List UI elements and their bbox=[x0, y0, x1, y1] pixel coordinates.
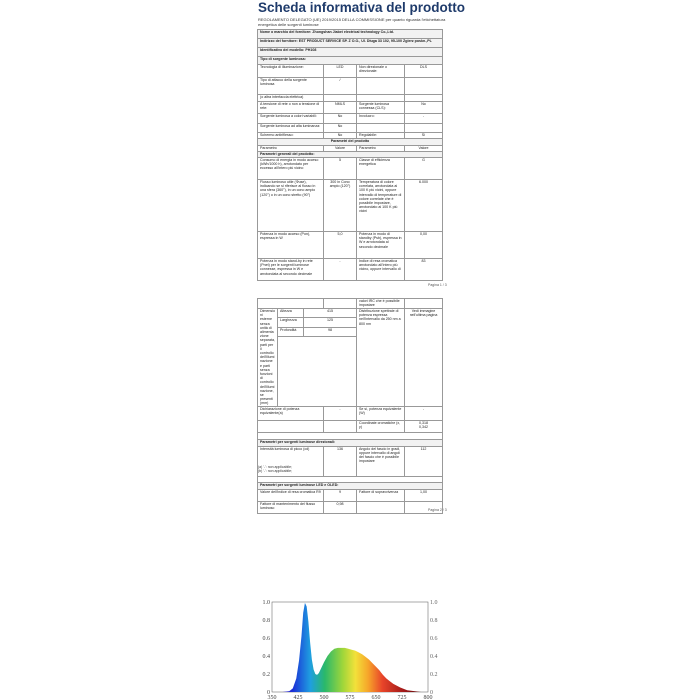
table-cell: 0,98 bbox=[324, 501, 357, 513]
table-cell bbox=[357, 78, 405, 95]
table-cell: - bbox=[324, 259, 357, 281]
table-cell: Tecnologia di illuminazione: bbox=[258, 65, 324, 78]
table-row bbox=[258, 232, 443, 259]
table-cell: G bbox=[405, 158, 443, 180]
x-tick-label: 500 bbox=[319, 695, 329, 700]
table-cell: valori IRC che è possibile impostare bbox=[357, 299, 405, 309]
footnote-line: (a) '-': non applicabile; bbox=[258, 465, 293, 469]
table-cell: Dichiarazione di potenza equivalente(a) bbox=[258, 406, 324, 420]
table-row bbox=[258, 259, 443, 281]
table-row bbox=[258, 309, 443, 318]
table-cell: Classe di efficienza energetica bbox=[357, 158, 405, 180]
table-cell bbox=[258, 432, 443, 439]
table-cell: - bbox=[405, 114, 443, 124]
table-cell: Valore bbox=[324, 146, 357, 152]
table-cell: Se sì, potenza equivalente (W) bbox=[357, 406, 405, 420]
table-cell: 5,0 bbox=[324, 232, 357, 259]
table-row bbox=[258, 78, 443, 95]
table-row bbox=[258, 406, 443, 420]
product-info-table-page2 bbox=[257, 298, 443, 514]
table-cell: Coordinate cromatiche (x, y) bbox=[357, 420, 405, 432]
y-tick-label-left: 0.4 bbox=[262, 654, 270, 660]
y-tick-label-left: 1.0 bbox=[262, 600, 270, 606]
table-row bbox=[258, 180, 443, 232]
table-cell: No bbox=[324, 124, 357, 133]
table-cell: Identificativo del modello: PH108 bbox=[258, 48, 443, 57]
table-cell: Parametri generali del prodotto: bbox=[258, 152, 443, 158]
table-cell: Non direzionale o direzionale: bbox=[357, 65, 405, 78]
footnote-line: (b) '-': non applicabile; bbox=[258, 469, 293, 474]
table-row bbox=[258, 420, 443, 432]
table-row bbox=[258, 48, 443, 57]
table-cell: No bbox=[324, 114, 357, 124]
table-cell: 300 in Cono ampio (120°) bbox=[324, 180, 357, 232]
table-cell: Nome o marchio del fornitore: Zhongshan Jiabei electrical technology Co.,Ltd. bbox=[258, 30, 443, 39]
y-tick-label-left: 0.8 bbox=[262, 618, 270, 624]
table-cell: 6.000 bbox=[405, 180, 443, 232]
y-tick-label-right: 0.2 bbox=[430, 672, 438, 678]
table-row bbox=[258, 114, 443, 124]
x-tick-label: 800 bbox=[423, 695, 433, 700]
table-row bbox=[258, 489, 443, 501]
table-cell bbox=[357, 95, 405, 102]
table-cell: No bbox=[324, 133, 357, 139]
x-tick-label: 350 bbox=[267, 695, 277, 700]
table-cell: 136 bbox=[324, 446, 357, 476]
table-cell: Parametri del prodotto bbox=[258, 139, 443, 146]
table-cell: Angolo del fascio in gradi, oppure intervallo di angoli del fascio che è possibile impostare bbox=[357, 446, 405, 476]
footnotes bbox=[258, 465, 292, 474]
table-cell: Tipo di attacco della sorgente luminosa bbox=[258, 78, 324, 95]
table-cell: - bbox=[405, 406, 443, 420]
table-cell bbox=[324, 420, 357, 432]
table-cell: 83 bbox=[405, 259, 443, 281]
table-cell: 0,00 bbox=[405, 232, 443, 259]
table-cell bbox=[258, 299, 324, 309]
table-cell: Profondità bbox=[278, 327, 304, 336]
table-cell: Valore bbox=[405, 146, 443, 152]
regulation-subtitle: REGOLAMENTO DELEGATO (UE) 2019/2015 DELLA COMMISSIONE per quanto riguarda l'etichettatura energetica delle sorgenti luminose bbox=[258, 17, 446, 27]
table-cell: Distribuzione spettrale di potenza espressa nell'intervallo da 250 nm a 800 nm bbox=[357, 309, 405, 407]
table-row bbox=[258, 102, 443, 114]
table-cell bbox=[405, 95, 443, 102]
table-cell: Involucro: bbox=[357, 114, 405, 124]
table-row bbox=[258, 139, 443, 146]
table-cell: Parametro bbox=[357, 146, 405, 152]
table-cell: Indirizzo del fornitore: EST PRODUCT SERVICE SP. Z O.O., Ul. Długa 33 102, 95-100 Zgierz poskn.,PL bbox=[258, 39, 443, 48]
table-cell: Potenza in modo stand-by in rete (Pnet) per le sorgenti luminose connesse, espressa in W e arrotondata al secondo decimale bbox=[258, 259, 324, 281]
y-tick-label-right: 0.6 bbox=[430, 636, 438, 642]
page-number-2: Pagina 2 / 3 bbox=[428, 508, 447, 512]
table-row bbox=[258, 482, 443, 489]
table-cell: 0,318 0,342 bbox=[405, 420, 443, 432]
table-cell: Intensità luminosa di picco (cd) bbox=[258, 446, 324, 476]
table-cell: NMLS bbox=[324, 102, 357, 114]
table-cell: Fattore di sopravvivenza bbox=[357, 489, 405, 501]
table-cell: Schermo antiriflesso: bbox=[258, 133, 324, 139]
spectrum-area bbox=[282, 603, 421, 692]
table-cell: Parametri per sorgenti luminose LED e OLED: bbox=[258, 482, 443, 489]
table-row bbox=[258, 124, 443, 133]
x-tick-label: 425 bbox=[293, 695, 303, 700]
table-cell: / bbox=[324, 78, 357, 95]
table-cell: Indice di resa cromatica arrotondato all'intero più vicino, oppure intervallo di bbox=[357, 259, 405, 281]
y-tick-label-left: 0.6 bbox=[262, 636, 270, 642]
table-cell: 98 bbox=[304, 327, 357, 336]
table-cell: Temperatura di colore correlata, arrotondata ai 100 K più vicini, oppure intervallo di temperature di colore correlate che è possibile impostare, arrotondato ai 100 K più vicini bbox=[357, 180, 405, 232]
table-cell: Vedi immagine nell'ultima pagina bbox=[405, 309, 443, 407]
y-tick-label-left: 0.2 bbox=[262, 672, 270, 678]
table-row bbox=[258, 95, 443, 102]
table-cell bbox=[405, 299, 443, 309]
table-cell: Fattore di mantenimento del flusso luminoso bbox=[258, 501, 324, 513]
table-row bbox=[258, 299, 443, 309]
page-number-1: Pagina 1 / 3 bbox=[428, 283, 447, 287]
table-row bbox=[258, 65, 443, 78]
x-tick-label: 725 bbox=[397, 695, 407, 700]
table-cell: Consumo di energia in modo acceso (kWh/1000 h), arrotondato per eccesso all'intero più vicino bbox=[258, 158, 324, 180]
table-cell bbox=[324, 299, 357, 309]
table-row bbox=[258, 158, 443, 180]
table-cell bbox=[357, 501, 405, 513]
table-cell: - bbox=[324, 406, 357, 420]
table-row bbox=[258, 439, 443, 446]
table-cell: Larghezza bbox=[278, 318, 304, 327]
table-cell: Sì bbox=[405, 133, 443, 139]
table-row bbox=[258, 57, 443, 65]
table-cell bbox=[357, 124, 405, 133]
table-cell: No bbox=[405, 102, 443, 114]
table-cell bbox=[278, 337, 357, 406]
x-tick-label: 575 bbox=[345, 695, 355, 700]
y-tick-label-right: 0.4 bbox=[430, 654, 438, 660]
table-cell: Sorgente luminosa connessa (CLS): bbox=[357, 102, 405, 114]
table-cell: Valore dell'indice di resa cromatica R9 bbox=[258, 489, 324, 501]
table-cell bbox=[405, 78, 443, 95]
table-cell: 112 bbox=[405, 446, 443, 476]
table-cell: 415 bbox=[304, 309, 357, 318]
table-row bbox=[258, 432, 443, 439]
table-row bbox=[258, 30, 443, 39]
table-cell: Altezza bbox=[278, 309, 304, 318]
table-cell: 125 bbox=[304, 318, 357, 327]
table-cell: 1,00 bbox=[405, 489, 443, 501]
table-cell: Parametri per sorgenti luminose direzionali: bbox=[258, 439, 443, 446]
page-title: Scheda informativa del prodotto bbox=[258, 0, 466, 15]
table-cell: (o altra interfaccia elettrica) bbox=[258, 95, 324, 102]
y-tick-label-right: 0.8 bbox=[430, 618, 438, 624]
spectral-distribution-chart bbox=[260, 596, 440, 700]
table-cell: Dimensioni esterne senza unità di alimentazione separata, parti per il controllo dell'illuminazione e parti senza funzioni di controllo dell'illuminazione, se presenti (mm) bbox=[258, 309, 278, 407]
table-cell: Flusso luminoso utile (Φuse), indicando se si riferisce al flusso in una sfera (360°), in un cono ampio (120°) o in un cono stretto (90°) bbox=[258, 180, 324, 232]
table-cell bbox=[324, 95, 357, 102]
y-tick-label-right: 1.0 bbox=[430, 600, 438, 606]
table-cell: LED bbox=[324, 65, 357, 78]
table-cell: DLS bbox=[405, 65, 443, 78]
table-cell: Sorgente luminosa ad alta luminanza: bbox=[258, 124, 324, 133]
table-cell: 5 bbox=[324, 158, 357, 180]
table-cell: Sorgente luminosa a colori variabili: bbox=[258, 114, 324, 124]
table-cell: Potenza in modo acceso (Pon), espressa in W bbox=[258, 232, 324, 259]
y-tick-label-left: 0 bbox=[267, 690, 270, 696]
table-cell: Regolabile: bbox=[357, 133, 405, 139]
table-cell bbox=[405, 124, 443, 133]
table-row bbox=[258, 501, 443, 513]
table-row bbox=[258, 39, 443, 48]
table-cell: Potenza in modo di standby (Psb), espressa in W e arrotondata al secondo decimale bbox=[357, 232, 405, 259]
table-cell: Tipo di sorgente luminosa: bbox=[258, 57, 443, 65]
x-tick-label: 650 bbox=[371, 695, 381, 700]
table-cell: Parametro bbox=[258, 146, 324, 152]
y-tick-label-right: 0 bbox=[430, 690, 433, 696]
table-cell: A tensione di rete o non a tensione di rete: bbox=[258, 102, 324, 114]
product-info-table-page1 bbox=[257, 29, 443, 281]
table-cell: 9 bbox=[324, 489, 357, 501]
table-cell bbox=[258, 420, 324, 432]
